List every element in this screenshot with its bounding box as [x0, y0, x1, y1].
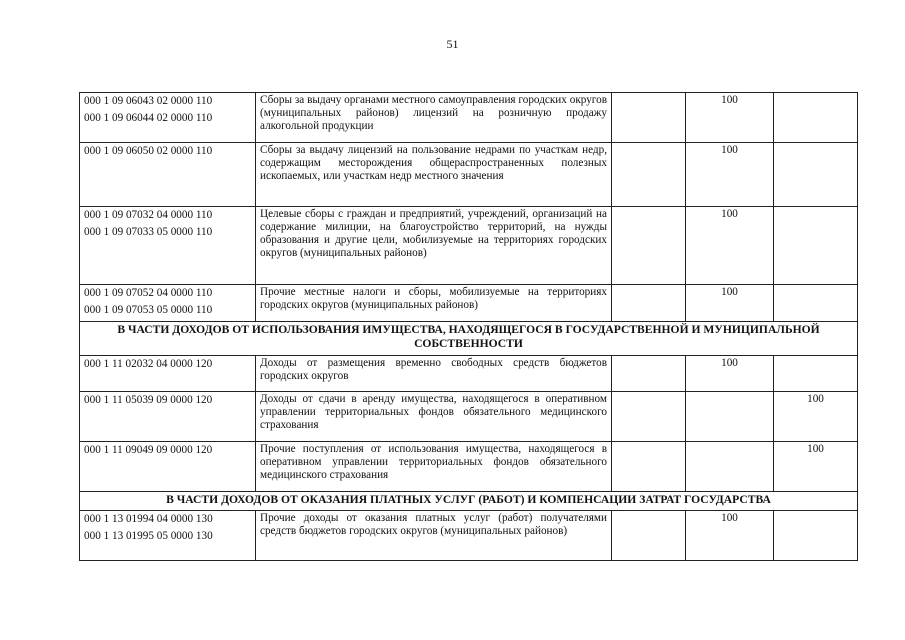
percentage-cell — [686, 392, 774, 442]
budget-code: 000 1 11 05039 09 0000 120 — [84, 394, 213, 406]
budget-code-cell — [80, 356, 256, 392]
percentage-cell — [774, 143, 858, 207]
budget-code: 000 1 09 07033 05 0000 110 — [84, 226, 213, 238]
revenue-classification-table — [79, 92, 858, 561]
revenue-description: Прочие доходы от оказания платных услуг (работ) получателями средств бюджетов городских округов (муниципальных районов) — [256, 511, 612, 561]
percentage-cell: 100 — [774, 392, 858, 442]
revenue-description: Прочие поступления от использования имущества, находящегося в оперативном управлении территориальных фондов обязательного медицинского страхования — [256, 442, 612, 492]
budget-code-cell — [80, 442, 256, 492]
percentage-cell: 100 — [686, 93, 774, 143]
budget-code-cell — [80, 392, 256, 442]
budget-code-cell — [80, 93, 256, 143]
percentage-cell: 100 — [774, 442, 858, 492]
table-row — [80, 93, 858, 143]
section-header-row — [80, 322, 858, 356]
percentage-cell — [612, 207, 686, 285]
percentage-cell — [612, 93, 686, 143]
revenue-description: Сборы за выдачу органами местного самоуправления городских округов (муниципальных районов) лицензий на розничную продажу алкогольной продукции — [256, 93, 612, 143]
budget-code: 000 1 09 07052 04 0000 110 — [84, 287, 213, 299]
budget-code: 000 1 09 06043 02 0000 110 — [84, 95, 213, 107]
table-row — [80, 511, 858, 561]
revenue-description: Доходы от размещения временно свободных средств бюджетов городских округов — [256, 356, 612, 392]
table-row — [80, 392, 858, 442]
section-title: В ЧАСТИ ДОХОДОВ ОТ ОКАЗАНИЯ ПЛАТНЫХ УСЛУГ (РАБОТ) И КОМПЕНСАЦИИ ЗАТРАТ ГОСУДАРСТВА — [80, 492, 858, 511]
percentage-cell: 100 — [686, 207, 774, 285]
page-number: 51 — [446, 37, 459, 51]
percentage-cell: 100 — [686, 511, 774, 561]
revenue-description: Целевые сборы с граждан и предприятий, учреждений, организаций на содержание милиции, на благоустройство территорий, на нужды образования и другие цели, мобилизуемые на территориях городских округов (муниципальных районов) — [256, 207, 612, 285]
budget-code-cell — [80, 143, 256, 207]
percentage-cell — [774, 356, 858, 392]
budget-code: 000 1 09 07032 04 0000 110 — [84, 209, 213, 221]
percentage-cell — [774, 511, 858, 561]
percentage-cell: 100 — [686, 143, 774, 207]
table-row — [80, 356, 858, 392]
budget-code: 000 1 11 09049 09 0000 120 — [84, 444, 213, 456]
budget-code: 000 1 13 01995 05 0000 130 — [84, 530, 213, 542]
revenue-description: Сборы за выдачу лицензий на пользование недрами по участкам недр, содержащим месторождения общераспространенных полезных ископаемых, или участкам недр местного значения — [256, 143, 612, 207]
budget-code: 000 1 09 06050 02 0000 110 — [84, 145, 213, 157]
percentage-cell — [612, 356, 686, 392]
budget-code-cell — [80, 285, 256, 322]
revenue-description: Прочие местные налоги и сборы, мобилизуемые на территориях городских округов (муниципальных районов) — [256, 285, 612, 322]
percentage-cell — [612, 442, 686, 492]
table-row — [80, 207, 858, 285]
budget-code-cell — [80, 511, 256, 561]
section-title: В ЧАСТИ ДОХОДОВ ОТ ИСПОЛЬЗОВАНИЯ ИМУЩЕСТВА, НАХОДЯЩЕГОСЯ В ГОСУДАРСТВЕННОЙ И МУНИЦИПАЛЬНОЙ СОБСТВЕННОСТИ — [80, 322, 858, 356]
budget-code: 000 1 11 02032 04 0000 120 — [84, 358, 213, 370]
percentage-cell: 100 — [686, 356, 774, 392]
budget-code: 000 1 09 06044 02 0000 110 — [84, 112, 213, 124]
percentage-cell — [612, 392, 686, 442]
percentage-cell — [686, 442, 774, 492]
percentage-cell — [774, 207, 858, 285]
budget-code: 000 1 13 01994 04 0000 130 — [84, 513, 213, 525]
percentage-cell: 100 — [686, 285, 774, 322]
percentage-cell — [774, 285, 858, 322]
section-header-row — [80, 492, 858, 511]
table-row — [80, 285, 858, 322]
revenue-description: Доходы от сдачи в аренду имущества, находящегося в оперативном управлении территориальных фондов обязательного медицинского страхования — [256, 392, 612, 442]
budget-code-cell — [80, 207, 256, 285]
percentage-cell — [774, 93, 858, 143]
table-row — [80, 442, 858, 492]
percentage-cell — [612, 143, 686, 207]
table-row — [80, 143, 858, 207]
percentage-cell — [612, 511, 686, 561]
percentage-cell — [612, 285, 686, 322]
budget-code: 000 1 09 07053 05 0000 110 — [84, 304, 213, 316]
